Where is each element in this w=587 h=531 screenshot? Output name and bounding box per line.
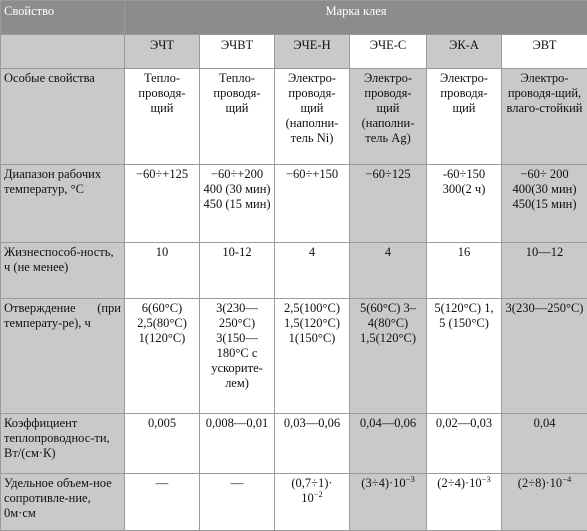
data-cell: 4: [275, 243, 350, 299]
data-cell: 3(230—250°С): [502, 299, 587, 414]
table-row: [1, 243, 587, 299]
data-cell: [427, 474, 502, 531]
data-cell: 10: [125, 243, 200, 299]
table-row: [1, 69, 587, 165]
data-cell: 0,04—0,06: [350, 414, 427, 474]
column-header: ЭЧТ: [125, 35, 200, 69]
data-cell: 0,04: [502, 414, 587, 474]
value-exponent: −4: [562, 474, 571, 484]
value-exponent: −3: [482, 474, 491, 484]
data-cell: −60÷ 200 400(30 мин) 450(15 мин): [502, 165, 587, 243]
column-header: ЭЧВТ: [200, 35, 275, 69]
data-cell: 0,03—0,06: [275, 414, 350, 474]
data-cell: −60÷+125: [125, 165, 200, 243]
data-cell: Тепло-проводя-щий: [125, 69, 200, 165]
value-exponent: −3: [406, 474, 415, 484]
table-row: [1, 474, 587, 531]
brand-header: Марка клея: [125, 1, 587, 35]
data-cell: 10—12: [502, 243, 587, 299]
data-cell: [502, 474, 587, 531]
property-cell: Диапазон рабочих температур, °С: [1, 165, 125, 243]
property-cell: Жизнеспособ-ность, ч (не менее): [1, 243, 125, 299]
table-row: [1, 414, 587, 474]
data-cell: Электро-проводя-щий (наполни-тель Ag): [350, 69, 427, 165]
data-cell: 5(120°С) 1, 5 (150°С): [427, 299, 502, 414]
data-cell: −60÷+200 400 (30 мин) 450 (15 мин): [200, 165, 275, 243]
data-cell: 10-12: [200, 243, 275, 299]
data-cell: 4: [350, 243, 427, 299]
data-cell: 0,008—0,01: [200, 414, 275, 474]
data-cell: [275, 474, 350, 531]
data-cell: [350, 474, 427, 531]
data-cell: Электро-проводя-щий: [427, 69, 502, 165]
column-header: ЭЧЕ-С: [350, 35, 427, 69]
table-row: [1, 165, 587, 243]
property-cell: Удельное объем-ное сопротивле-ние, 0м·см: [1, 474, 125, 531]
data-cell: Электро-проводя-щий (наполни-тель Ni): [275, 69, 350, 165]
column-header: ЭВТ: [502, 35, 587, 69]
data-cell: 0,02—0,03: [427, 414, 502, 474]
column-header: ЭК-А: [427, 35, 502, 69]
value-text: (3÷4)·10: [361, 476, 405, 490]
value-base: 10: [301, 491, 314, 505]
data-cell: —: [200, 474, 275, 531]
data-cell: −60÷+150: [275, 165, 350, 243]
data-cell: Электро-проводя-щий, влаго-стойкий: [502, 69, 587, 165]
blank-header-cell: [1, 35, 125, 69]
data-cell: Тепло-проводя-щий: [200, 69, 275, 165]
data-cell: -60÷150 300(2 ч): [427, 165, 502, 243]
data-cell: 16: [427, 243, 502, 299]
value-exponent: −2: [314, 489, 323, 499]
table-row: [1, 299, 587, 414]
property-cell: Коэффициент теплопроводнос-ти, Вт/(см·К): [1, 414, 125, 474]
data-cell: —: [125, 474, 200, 531]
data-cell: 0,005: [125, 414, 200, 474]
value-text: (2÷4)·10: [437, 476, 481, 490]
data-cell: 5(60°С) 3–4(80°С) 1,5(120°С): [350, 299, 427, 414]
data-cell: 2,5(100°С) 1,5(120°С) 1(150°С): [275, 299, 350, 414]
property-cell: Отверждение (при температу-ре), ч: [1, 299, 125, 414]
property-header: Свойство: [1, 1, 125, 35]
value-text: (0,7÷1)·: [291, 476, 332, 490]
data-cell: 6(60°С) 2,5(80°С) 1(120°С): [125, 299, 200, 414]
data-cell: 3(230—250°С) 3(150—180°С с ускорите-лем): [200, 299, 275, 414]
property-cell: Особые свойства: [1, 69, 125, 165]
value-text: (2÷8)·10: [518, 476, 562, 490]
data-cell: −60÷125: [350, 165, 427, 243]
column-header: ЭЧЕ-Н: [275, 35, 350, 69]
